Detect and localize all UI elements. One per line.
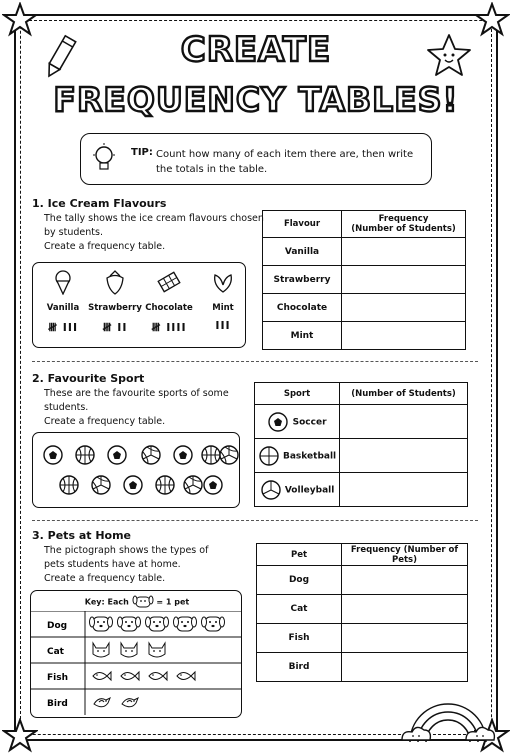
fish-icon (177, 672, 195, 680)
sport-frequency-table (254, 382, 468, 507)
column-header-line: (Number of Students) (351, 224, 456, 234)
column-header: Sport (255, 383, 340, 405)
answer-cell[interactable] (340, 405, 468, 439)
rainbow-icon (400, 690, 496, 746)
flavour-strawberry (85, 269, 145, 338)
soccer-ball-icon (204, 476, 222, 494)
basketball-icon (76, 446, 94, 464)
light-bulb-icon (91, 142, 117, 176)
soccer-ball-icon (44, 446, 62, 464)
column-header (342, 211, 466, 238)
flavour-name: Vanilla (46, 303, 80, 313)
fish-icon (93, 672, 111, 680)
pictograph-row-label: Fish (47, 673, 68, 683)
cloud-icon (402, 727, 430, 740)
tip-box (80, 133, 432, 185)
pictograph-row-label: Dog (47, 621, 68, 631)
volleyball-icon (184, 476, 202, 494)
key-suffix: = 1 pet (156, 597, 190, 607)
volleyball-icon (92, 476, 110, 494)
row-label: Chocolate (263, 294, 342, 322)
soccer-ball-icon (174, 446, 192, 464)
section-1-title: 1. Ice Cream Flavours (32, 197, 167, 210)
tip-text: Count how many of each item there are, then write the totals in the table. (156, 149, 414, 175)
row-label: Fish (257, 624, 342, 653)
row-label: Vanilla (263, 238, 342, 266)
row-label (255, 473, 340, 507)
soccer-ball-icon (267, 411, 289, 433)
basketball-icon (156, 476, 174, 494)
answer-cell[interactable] (342, 566, 468, 595)
section-3-instructions: The pictograph shows the types of pets students have at home. Create a frequency table. (44, 545, 209, 584)
flavour-mint (193, 269, 253, 332)
strawberry-icon (102, 269, 128, 295)
dog-icon (146, 617, 169, 631)
basketball-icon (258, 445, 280, 467)
answer-cell[interactable] (342, 624, 468, 653)
pictograph-row-label: Cat (47, 647, 64, 657)
soccer-ball-icon (108, 446, 126, 464)
section-2-title: 2. Favourite Sport (32, 372, 145, 385)
tally-marks: 𝍸 II (102, 321, 128, 334)
title-line-1: CREATE (180, 30, 332, 70)
row-label (255, 439, 340, 473)
tally-marks: 𝍸 IIII (151, 321, 187, 334)
column-header: Flavour (263, 211, 342, 238)
column-header-line: Frequency (378, 214, 429, 224)
row-label: Strawberry (263, 266, 342, 294)
answer-cell[interactable] (342, 322, 466, 350)
answer-cell[interactable] (342, 238, 466, 266)
chocolate-icon (156, 269, 182, 295)
volleyball-icon (142, 446, 160, 464)
row-label-text: Basketball (283, 451, 337, 461)
section-3-title: 3. Pets at Home (32, 529, 132, 542)
answer-cell[interactable] (340, 473, 468, 507)
ice-cream-icon (50, 269, 76, 295)
pictograph-box (30, 590, 242, 718)
star-icon (2, 718, 38, 754)
pictograph-key (31, 595, 243, 609)
column-header: Frequency (Number of Pets) (342, 544, 468, 566)
dog-icon (174, 617, 197, 631)
tally-box (32, 262, 246, 348)
cat-icon (149, 643, 165, 657)
section-divider (32, 520, 478, 521)
volleyball-icon (220, 446, 238, 464)
basketball-icon (60, 476, 78, 494)
tip-label: TIP: (131, 147, 153, 158)
flavour-name: Chocolate (145, 303, 193, 313)
tally-marks: 𝍸 III (47, 321, 79, 334)
row-label: Cat (257, 595, 342, 624)
row-label: Dog (257, 566, 342, 595)
flavour-frequency-table (262, 210, 466, 350)
soccer-ball-icon (124, 476, 142, 494)
flavour-vanilla (33, 269, 93, 338)
answer-cell[interactable] (342, 294, 466, 322)
row-label: Bird (257, 653, 342, 682)
column-header: (Number of Students) (340, 383, 468, 405)
cloud-icon (466, 727, 494, 740)
answer-cell[interactable] (340, 439, 468, 473)
row-label: Mint (263, 322, 342, 350)
pet-frequency-table (256, 543, 468, 682)
pictograph-grid (31, 611, 241, 717)
sports-balls (33, 433, 241, 509)
dog-icon (118, 617, 141, 631)
flavour-chocolate (139, 269, 199, 338)
basketball-icon (202, 446, 220, 464)
row-label-text: Volleyball (284, 485, 335, 495)
flavour-name: Mint (212, 303, 234, 313)
answer-cell[interactable] (342, 595, 468, 624)
dog-icon (202, 617, 225, 631)
leaf-icon (210, 269, 236, 295)
cat-icon (93, 643, 109, 657)
bird-icon (94, 698, 110, 707)
section-1-instructions: The tally shows the ice cream flavours chosen by students. Create a frequency table. (44, 213, 264, 252)
flavour-name: Strawberry (88, 303, 142, 313)
dog-icon (90, 617, 113, 631)
dog-icon (132, 595, 154, 609)
answer-cell[interactable] (342, 653, 468, 682)
answer-cell[interactable] (342, 266, 466, 294)
row-label-text: Soccer (292, 417, 327, 427)
fish-icon (149, 672, 167, 680)
section-2-instructions: These are the favourite sports of some students. Create a frequency table. (44, 388, 229, 427)
bird-icon (122, 698, 138, 707)
sports-box (32, 432, 240, 508)
column-header: Pet (257, 544, 342, 566)
fish-icon (121, 672, 139, 680)
pictograph-row-label: Bird (47, 699, 68, 709)
key-label: Key: Each (84, 597, 129, 607)
title-line-2: FREQUENCY TABLES! (53, 80, 459, 119)
tally-marks: III (215, 319, 231, 332)
section-divider (32, 361, 478, 362)
row-label (255, 405, 340, 439)
volleyball-icon (260, 479, 282, 501)
cat-icon (121, 643, 137, 657)
